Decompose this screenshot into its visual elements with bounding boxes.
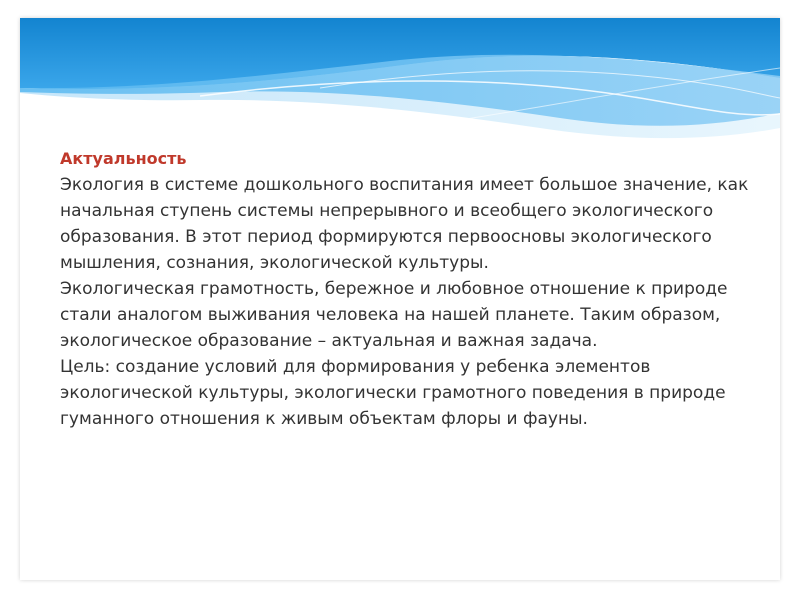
paragraph-relevance: Экология в системе дошкольного воспитания имеет большое значение, как начальная ступень системы непрерывного и всеобщего экологического образования. В этот период формируются первоосновы экологического мышления, сознания, экологической культуры. (60, 175, 749, 273)
slide-heading: Актуальность (60, 149, 187, 168)
paragraph-goal: Цель: создание условий для формирования у ребенка элементов экологической культуры, экологически грамотного поведения в природе гуманного отношения к живым объектам флоры и фауны. (60, 357, 726, 429)
wave-banner (20, 18, 780, 148)
slide-content (60, 146, 750, 432)
slide-frame (20, 18, 780, 580)
paragraph-literacy: Экологическая грамотность, бережное и любовное отношение к природе стали аналогом выживания человека на нашей планете. Таким образом, экологическое образование – актуальная и важная задача. (60, 279, 728, 351)
